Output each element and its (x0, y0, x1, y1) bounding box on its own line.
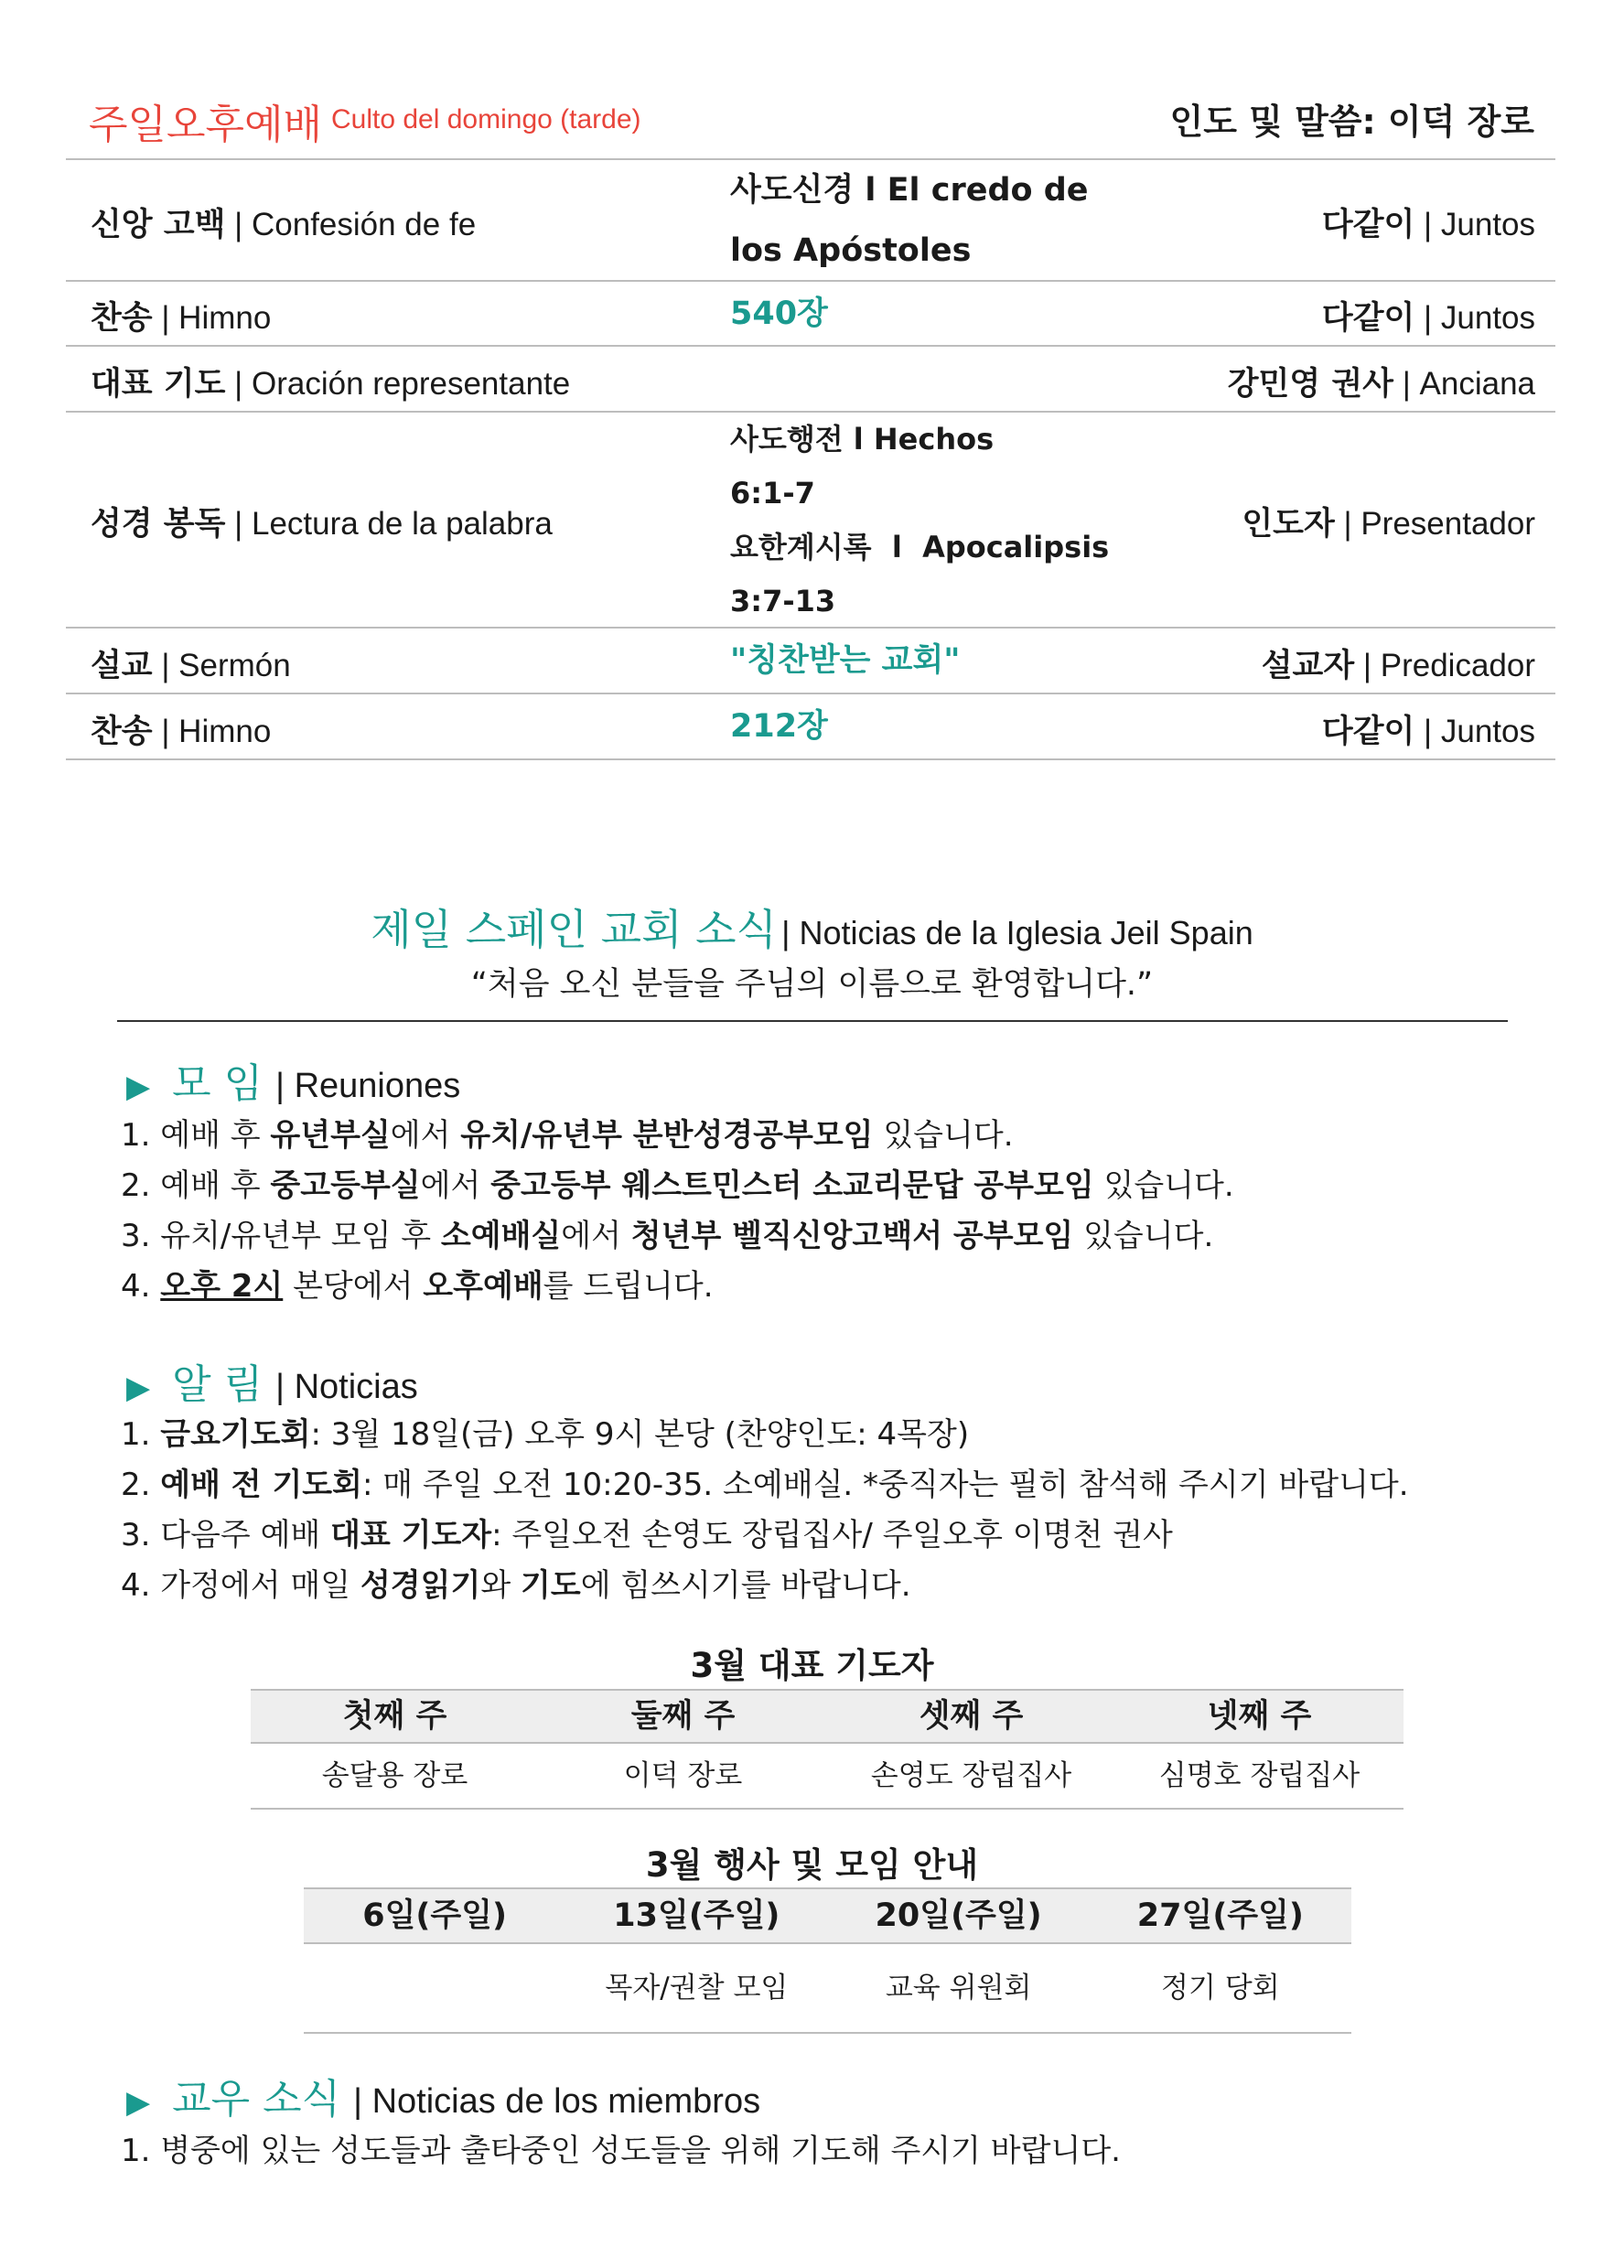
divider (117, 1020, 1508, 1022)
worship-item: 대표 기도 | Oración representante (91, 366, 571, 403)
worship-row (66, 413, 1555, 629)
worship-row (66, 282, 1555, 347)
worship-item: 성경 봉독 | Lectura de la palabra (91, 506, 553, 543)
members-heading: ▶ 교우 소식 | Noticias de los miembros (126, 2076, 761, 2123)
worship-content: 540장 (730, 296, 828, 332)
worship-person: 설교자 | Predicador (1261, 648, 1535, 684)
table-header-row: 첫째 주 둘째 주 셋째 주 넷째 주 (251, 1689, 1404, 1744)
notices-heading: ▶ 알 림 | Noticias (126, 1361, 418, 1408)
worship-person: 다같이 | Juntos (1321, 714, 1535, 750)
notice-item: 4. 가정에서 매일 성경읽기와 기도에 힘쓰시기를 바랍니다. (121, 1567, 911, 1604)
meeting-item: 1. 예배 후 유년부실에서 유치/유년부 분반성경공부모임 있습니다. (121, 1117, 1014, 1154)
member-news-item: 1. 병중에 있는 성도들과 출타중인 성도들을 위해 기도해 주시기 바랍니다. (121, 2133, 1121, 2169)
worship-item: 찬송 | Himno (91, 300, 272, 337)
worship-row (66, 629, 1555, 694)
worship-person: 강민영 권사 | Anciana (1227, 366, 1535, 403)
meeting-item: 4. 오후 2시 본당에서 오후예배를 드립니다. (121, 1268, 714, 1305)
prayer-table (251, 1689, 1404, 1810)
triangle-right-icon: ▶ (126, 2084, 151, 2121)
worship-row (66, 347, 1555, 413)
worship-content: "칭찬받는 교회" (730, 642, 961, 679)
notice-item: 2. 예배 전 기도회: 매 주일 오전 10:20-35. 소예배실. *중직자는 필히 참석해 주시기 바랍니다. (121, 1467, 1409, 1503)
table-row: 송달용 장로 이덕 장로 손영도 장립집사 심명호 장립집사 (251, 1744, 1404, 1810)
worship-title: 주일오후예배 (89, 102, 323, 148)
events-table-title: 3월 행사 및 모임 안내 (645, 1845, 979, 1885)
worship-item: 신앙 고백 | Confesión de fe (91, 207, 477, 243)
table-row: 목자/권찰 모임 교육 위원회 정기 당회 (304, 1944, 1351, 2034)
worship-leader: 인도 및 말씀: 이덕 장로 (1169, 102, 1534, 142)
worship-person: 다같이 | Juntos (1321, 300, 1535, 337)
worship-person: 인도자 | Presentador (1242, 506, 1535, 543)
worship-content: 사도행전 l Hechos 6:1-7 요한계시록 l Apocalipsis 3:7-13 (730, 422, 1110, 618)
worship-content: 사도신경 l El credo de los Apóstoles (730, 172, 1089, 269)
worship-order-table (66, 158, 1555, 760)
meeting-item: 2. 예배 후 중고등부실에서 중고등부 웨스트민스터 소교리문답 공부모임 있습니다. (121, 1167, 1234, 1204)
triangle-right-icon: ▶ (126, 1370, 151, 1406)
worship-item: 찬송 | Himno (91, 714, 272, 750)
events-table (304, 1887, 1351, 2034)
worship-item: 설교 | Sermón (91, 648, 291, 684)
worship-title-es: Culto del domingo (tarde) (331, 104, 641, 134)
table-header-row: 6일(주일) 13일(주일) 20일(주일) 27일(주일) (304, 1887, 1351, 1944)
prayer-table-title: 3월 대표 기도자 (690, 1646, 934, 1685)
worship-row (66, 160, 1555, 282)
welcome-quote: “처음 오신 분들을 주님의 이름으로 환영합니다.” (470, 966, 1154, 1003)
worship-header (89, 91, 1553, 151)
triangle-right-icon: ▶ (126, 1069, 151, 1105)
news-title: 제일 스페인 교회 소식 | Noticias de la Iglesia Jeil Spain (371, 905, 1253, 954)
notice-item: 3. 다음주 예배 대표 기도자: 주일오전 손영도 장립집사/ 주일오후 이명천 권사 (121, 1517, 1173, 1553)
worship-row (66, 694, 1555, 760)
meeting-item: 3. 유치/유년부 모임 후 소예배실에서 청년부 벨직신앙고백서 공부모임 있습니다. (121, 1218, 1214, 1254)
meetings-heading: ▶ 모 임 | Reuniones (126, 1060, 461, 1107)
notice-item: 1. 금요기도회: 3월 18일(금) 오후 9시 본당 (찬양인도: 4목장) (121, 1416, 970, 1453)
worship-content: 212장 (730, 708, 828, 745)
worship-person: 다같이 | Juntos (1321, 207, 1535, 243)
